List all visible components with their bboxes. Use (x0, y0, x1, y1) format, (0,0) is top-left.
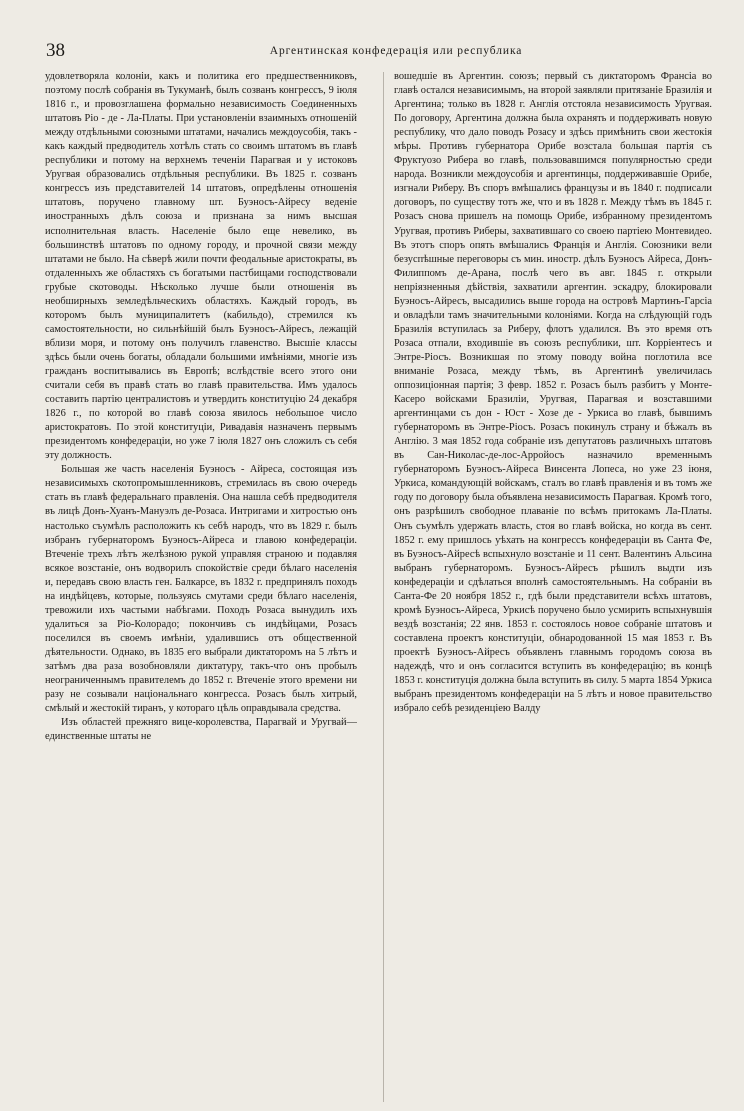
page-header (46, 40, 706, 66)
running-title: Аргентинская конфедерація или республика (269, 45, 523, 57)
left-column (45, 70, 357, 1105)
right-column (394, 70, 712, 1105)
paragraph: Большая же часть населенія Буэносъ - Айреса, состоящая изъ независимыхъ скотопромышленниковъ, стремилась въ свою очередь стать въ главѣ федеральнаго правленія. Она нашла себѣ предводителя въ лицѣ Донъ-Хуанъ-Мануэлъ де-Розаса. Интригами и хитростью онъ настолько съумѣлъ расположить къ себѣ народъ, что въ 1829 г. былъ избранъ губернаторомъ Буэносъ-Айреса и главою конфедераціи. Втеченіе трехъ лѣтъ желѣзною рукой управляя страною и подавляя всякое возстаніе, онъ водворилъ спокойствіе среди бѣлаго населенія и, передавъ свою власть ген. Балкарсе, въ 1832 г. предпринялъ походъ на индѣйцевъ, которые, пользуясь смутами среди бѣлаго населенія, тревожили ихъ частыми набѣгами. Походъ Розаса вынудилъ ихъ удалиться за Ріо-Колорадо; покончивъ съ индѣйцами, Розасъ поселился въ своемъ имѣніи, удалившись отъ общественной дѣятельности. Однако, въ 1835 его выбрали диктаторомъ на 5 лѣтъ и затѣмъ два раза возобновляли диктатуру, такъ-что онъ пробылъ неограниченнымъ правителемъ до 1852 г. Втеченіе этого времени ни разу не созывали національнаго конгресса. Розасъ былъ хитрый, смѣлый и жестокій тиранъ, у котораго цѣль оправдывала средства. (45, 464, 357, 715)
page-number: 38 (46, 40, 65, 61)
paragraph: вошедшіе въ Аргентин. союзъ; первый съ диктаторомъ Франсіа во главѣ остался независимымъ, на второй заявляли притязаніе Бразилія и Аргентина; только въ 1828 г. Англія отстояла независимость Уругвая. По договору, Аргентина должна была охранять и поддерживать новую республику, что дало поводъ Розасу и здѣсь примѣнить свои жестокія мѣры. Противъ губернатора Орибе возстала большая партія съ Фруктуозо Риберa во главѣ, пользовавшимся популярностью среди народа. Возникли междоусобія и аргентинцы, поддерживавшіе Орибе, изгнали Риберу. Въ споръ вмѣшались французы и въ 1840 г. подписали договоръ, по существу тотъ же, что и въ 1828 г. Между тѣмъ въ 1845 г. Розасъ снова пришелъ на помощь Орибе, избранному президентомъ Уругвая, противъ Риберы, захватившаго со своею партіею Монтевидео. Въ этотъ споръ опять вмѣшались Франція и Англія. Союзники вели безуспѣшные переговоры съ мин. иностр. дѣлъ Буэносъ Айреса, Донъ-Филиппомъ де-Арана, послѣ чего въ авг. 1845 г. открыли непріязненныя дѣйствія, захватили аргентин. эскадру, блокировали Буэносъ-Айресъ, высадились выше города на островѣ Мартинъ-Гарсіа и овладѣли тамъ значительными колоніями. Когда на слѣдующій годъ Бразилія вступилась за Риберу, флотъ удалился. Въ это время отъ Розаса отпали, входившіе въ союзъ республики, шт. Корріентесъ и Энтре-Ріосъ. Возникшая по этому поводу война поглотила все вниманіе Розаса, между тѣмъ, въ Аргентинѣ увеличилась оппозиціонная партія; 3 февр. 1852 г. Розасъ былъ разбитъ у Монте-Касеро войсками Бразиліи, Уругвая, Парагвая и возставшими аргентинцами съ дон - Юст - Хозе де - Уркиса во главѣ, бывшимъ губернаторомъ въ Энтре-Ріосъ. Розасъ покинулъ страну и бѣжалъ въ Англію. 3 мая 1852 года собраніе изъ депутатовъ различныхъ штатовъ въ Сан-Николас-де-лос-Арройосъ назначило временнымъ губернаторомъ Буэносъ-Айреса Винсента Лопеса, но уже 23 іюня, Уркиса, командующій войскамъ, сталъ во главѣ правленія и въ томъ же году по договору была объявлена независимость Парагвая. Кромѣ того, онъ разрѣшилъ свободное плаваніе по всѣмъ притокамъ Ла-Платы. Онъ съумѣлъ удержать власть, стоя во главѣ войска, но когда въ сент. 1852 г. ему пришлось уѣхать на конгрессъ конфедераціи въ Санта Фе, въ Буэносъ-Айресѣ вспыхнуло возстаніе и 11 сент. Валентинъ Альсина выбранъ губернаторомъ. Буэносъ-Айресъ рѣшилъ выдти изъ конфедераціи и сдѣлаться вполнѣ самостоятельнымъ. На собраніи въ Санта-Фе 20 ноября 1852 г., гдѣ были представители всѣхъ штатовъ, кромѣ Буэносъ-Айреса, Уркисѣ поручено было усмирить вспыхнувшія вездѣ возстанія; 22 янв. 1853 г. состоялось новое собраніе штатовъ и составлена проектъ конституціи, обнародованной 15 мая 1853 г. Въ проектѣ Буэносъ-Айресъ объявленъ главнымъ городомъ союза въ надеждѣ, что и онъ согласится вступить въ конфедерацію; въ концѣ 1853 г. конституція должна была вступить въ силу. 5 марта 1854 Уркиса выбранъ президентомъ конфедераціи на 5 лѣтъ и новое правительство избрало себѣ резиденціею Валду (394, 71, 712, 715)
column-divider (383, 72, 384, 1102)
paragraph: Изъ областей прежняго вице-королевства, Парагвай и Уругвай—единственные штаты не (45, 717, 357, 743)
paragraph: удовлетворяла колоніи, какъ и политика его предшественниковъ, поэтому послѣ собранія въ Тукуманѣ, былъ созванъ конгрессъ, 9 іюля 1816 г., и провозглашена формально независимость Соединенныхъ штатовъ Ріо - де - Ла-Платы. При установленіи взаимныхъ отношеній между отдѣльными союзными штатами, начались междоусобія, такъ - какъ каждый предводитель хотѣлъ стать со своимъ штатомъ въ главѣ республики и потому на верхнемъ теченіи Парагвая и у истоковъ Уругвая образовались отдѣльныя республики. Въ 1825 г. созванъ конгрессъ изъ представителей 14 штатовъ, опредѣлены отношенія штатовъ, поручено главному шт. Буэносъ-Айресу веденіе иностранныхъ дѣлъ союза и признана за нимъ высшая исполнительная власть. Населеніе было еще невелико, въ большинствѣ штатовъ по одному городу, и прочной связи между штатами не было. На сѣверѣ жили почти феодальные аристократы, въ отдаленныхъ же областяхъ съ богатыми пастбищами господствовали грубые скотоводы. Нѣсколько лучше были отношенія въ необширныхъ земледѣльческихъ областяхъ. Каждый городъ, въ которомъ былъ муниципалитетъ (кабильдо), стремился къ самостоятельности, но сильнѣйшій былъ Буэносъ-Айресъ, лежащій вблизи моря, и потому онъ получилъ главенство. Высшіе классы здѣсь были очень богаты, обладали большими имѣніями, многіе изъ гражданъ воспитывались въ Европѣ; вслѣдствіе всего этого они считали себя въ правѣ стать во главѣ правительства. Имъ удалось составить партію централистовъ и утвердить конституцію 24 декабря 1826 г., по которой во главѣ союза явилось небольшое число аристократовъ. По этой конституціи, Ривадавія назначенъ первымъ президентомъ конфедераціи, но уже 7 іюля 1827 онъ сложилъ съ себя эту должность. (45, 71, 357, 462)
